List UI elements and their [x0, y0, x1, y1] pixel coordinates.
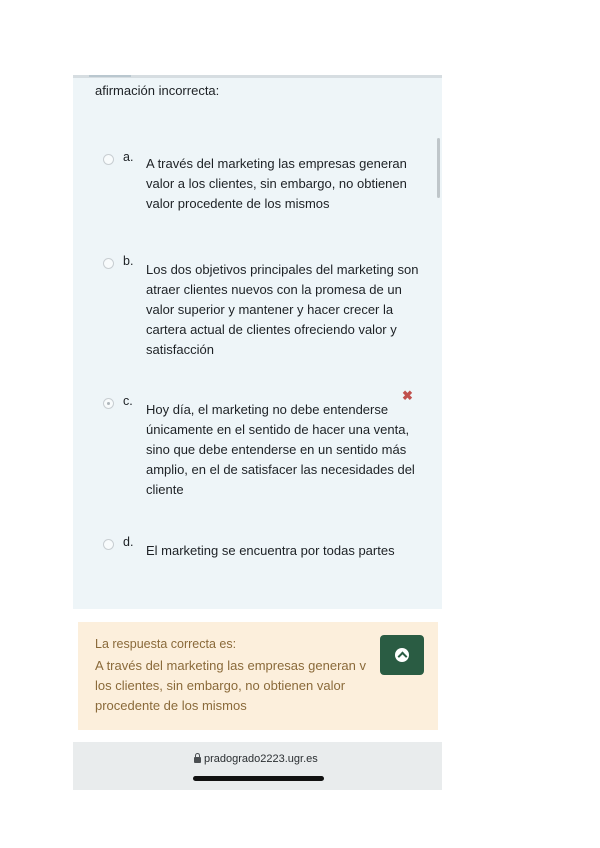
question-prompt: afirmación incorrecta: — [95, 83, 220, 98]
home-indicator[interactable] — [193, 776, 324, 781]
option-letter-d: d. — [123, 535, 134, 549]
option-letter-a: a. — [123, 150, 134, 164]
option-text-d: El marketing se encuentra por todas partes — [146, 543, 395, 558]
lock-icon — [194, 757, 201, 763]
url-text[interactable]: pradogrado2223.ugr.es — [204, 753, 318, 765]
option-letter-b: b. — [123, 254, 134, 268]
radio-b[interactable] — [103, 258, 114, 269]
phone-screen — [73, 75, 442, 790]
radio-d[interactable] — [103, 539, 114, 550]
option-text-a: A través del marketing las empresas generan valor a los clientes, sin embargo, no obtienen valor procedente de los mismos — [146, 156, 407, 211]
feedback-text: A través del marketing las empresas generan v los clientes, sin embargo, no obtienen valor procedente de los mismos — [95, 658, 366, 713]
option-text-b: Los dos objetivos principales del marketing son atraer clientes nuevos con la promesa de un valor superior y mantener y hacer crecer la cartera actual de clientes ofreciendo valor y satisfacción — [146, 262, 419, 357]
scrollbar[interactable] — [437, 138, 440, 198]
feedback-title: La respuesta correcta es: — [95, 637, 237, 651]
question-panel — [73, 78, 442, 609]
option-text-c: Hoy día, el marketing no debe entenderse únicamente en el sentido de hacer una venta, sino que debe entenderse en un sentido más amplio, en el de satisfacer las necesidades del cliente — [146, 402, 415, 497]
radio-c[interactable] — [103, 398, 114, 409]
cross-icon: ✖ — [402, 388, 413, 403]
option-letter-c: c. — [123, 394, 133, 408]
radio-a[interactable] — [103, 154, 114, 165]
back-to-top-button[interactable] — [380, 635, 424, 675]
top-tab-indicator — [89, 75, 131, 77]
browser-bottom-bar — [73, 742, 442, 790]
